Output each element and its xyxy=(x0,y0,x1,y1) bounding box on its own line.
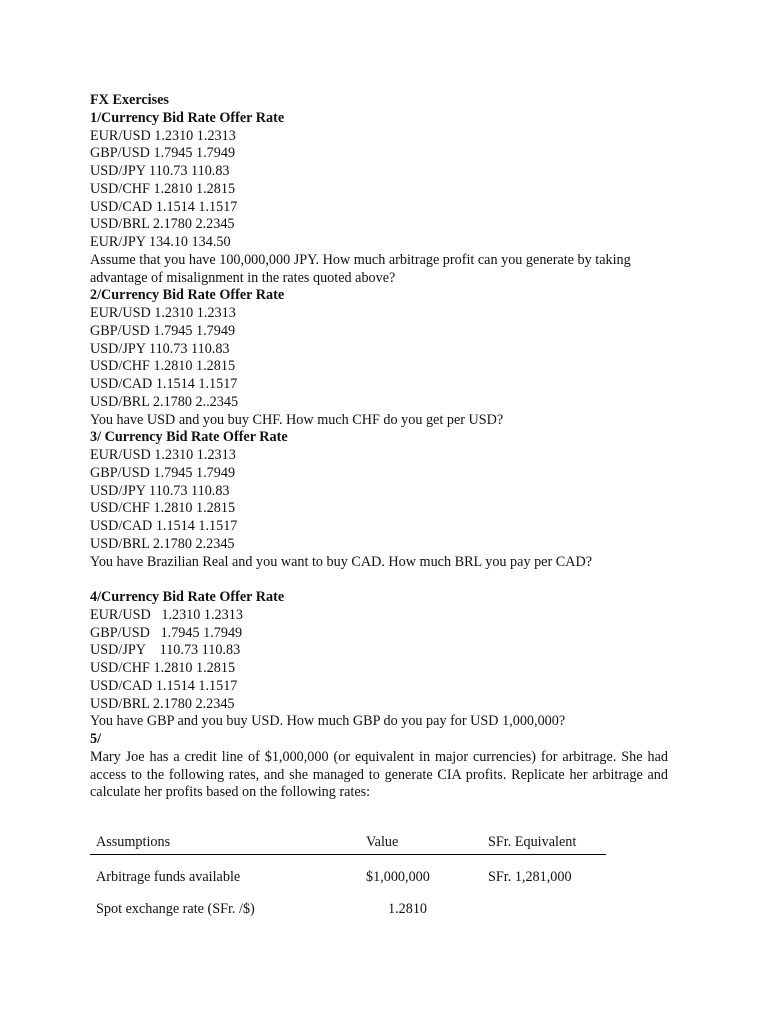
assumptions-table xyxy=(90,832,606,931)
column-header: Assumptions xyxy=(96,834,171,850)
table-cell: $1,000,000 xyxy=(366,869,430,885)
rate-row: EUR/USD 1.2310 1.2313 xyxy=(90,127,236,144)
section-header: 5/ xyxy=(90,731,102,747)
table-row xyxy=(90,867,606,899)
rate-row: EUR/USD 1.2310 1.2313 xyxy=(90,606,243,623)
table-cell: 1.2810 xyxy=(388,901,428,917)
table-cell: Arbitrage funds available xyxy=(96,869,241,885)
rate-row: USD/JPY 110.73 110.83 xyxy=(90,163,230,179)
rate-row: GBP/USD 1.7945 1.7949 xyxy=(90,322,236,339)
exercise-3 xyxy=(90,429,668,571)
document-title: FX Exercises xyxy=(90,92,169,108)
rate-row: EUR/USD 1.2310 1.2313 xyxy=(90,305,236,321)
section-header: 4/Currency Bid Rate Offer Rate xyxy=(90,589,285,605)
table-cell: SFr. 1,281,000 xyxy=(488,869,572,885)
rate-row: USD/BRL 2.1780 2..2345 xyxy=(90,393,239,410)
exercise-1 xyxy=(90,110,668,288)
rate-row: EUR/JPY 134.10 134.50 xyxy=(90,234,231,250)
table-header-row xyxy=(90,832,606,855)
rate-row: USD/JPY 110.73 110.83 xyxy=(90,340,230,357)
rate-row: USD/CHF 1.2810 1.2815 xyxy=(90,180,236,197)
rate-row: USD/BRL 2.1780 2.2345 xyxy=(90,216,235,233)
column-header: Value xyxy=(366,834,399,850)
rate-row: USD/CAD 1.1514 1.1517 xyxy=(90,198,238,215)
rate-row: EUR/USD 1.2310 1.2313 xyxy=(90,447,236,463)
rate-row: USD/JPY 110.73 110.83 xyxy=(90,482,230,499)
rate-row: USD/CHF 1.2810 1.2815 xyxy=(90,500,236,517)
question-text: You have USD and you buy CHF. How much CHF do you get per USD? xyxy=(90,411,504,428)
blank-line xyxy=(90,571,668,589)
exercise-5 xyxy=(90,731,668,802)
table-row xyxy=(90,899,606,931)
section-header: 3/ Currency Bid Rate Offer Rate xyxy=(90,429,288,446)
rate-row: USD/CHF 1.2810 1.2815 xyxy=(90,660,236,676)
rate-row: GBP/USD 1.7945 1.7949 xyxy=(90,624,243,641)
rate-row: USD/CAD 1.1514 1.1517 xyxy=(90,518,238,534)
question-text: advantage of misalignment in the rates quoted above? xyxy=(90,269,396,286)
exercise-2 xyxy=(90,287,668,429)
question-text: Assume that you have 100,000,000 JPY. How much arbitrage profit can you generate by taking xyxy=(90,251,631,268)
table-cell: Spot exchange rate (SFr. /$) xyxy=(96,901,255,917)
rate-row: USD/JPY 110.73 110.83 xyxy=(90,642,241,659)
rate-row: USD/BRL 2.1780 2.2345 xyxy=(90,695,235,712)
column-header: SFr. Equivalent xyxy=(488,834,577,850)
rate-row: USD/CAD 1.1514 1.1517 xyxy=(90,677,238,694)
section-header: 1/Currency Bid Rate Offer Rate xyxy=(90,109,285,126)
document-body xyxy=(90,92,668,802)
rate-row: USD/CHF 1.2810 1.2815 xyxy=(90,358,236,375)
question-text: You have GBP and you buy USD. How much GBP do you pay for USD 1,000,000? xyxy=(90,713,566,730)
section-header: 2/Currency Bid Rate Offer Rate xyxy=(90,287,285,304)
exercise-4 xyxy=(90,589,668,731)
rate-row: GBP/USD 1.7945 1.7949 xyxy=(90,464,236,481)
rate-row: USD/BRL 2.1780 2.2345 xyxy=(90,535,235,552)
exercise-paragraph: Mary Joe has a credit line of $1,000,000 (or equivalent in major currencies) for arbitrage. She had access to the following rates, and she managed to generate CIA profits. Replicate her arbitrage and calculate her profits based on the following rates: xyxy=(90,748,668,801)
rate-row: USD/CAD 1.1514 1.1517 xyxy=(90,376,238,392)
question-text: You have Brazilian Real and you want to buy CAD. How much BRL you pay per CAD? xyxy=(90,553,593,570)
rate-row: GBP/USD 1.7945 1.7949 xyxy=(90,145,236,162)
